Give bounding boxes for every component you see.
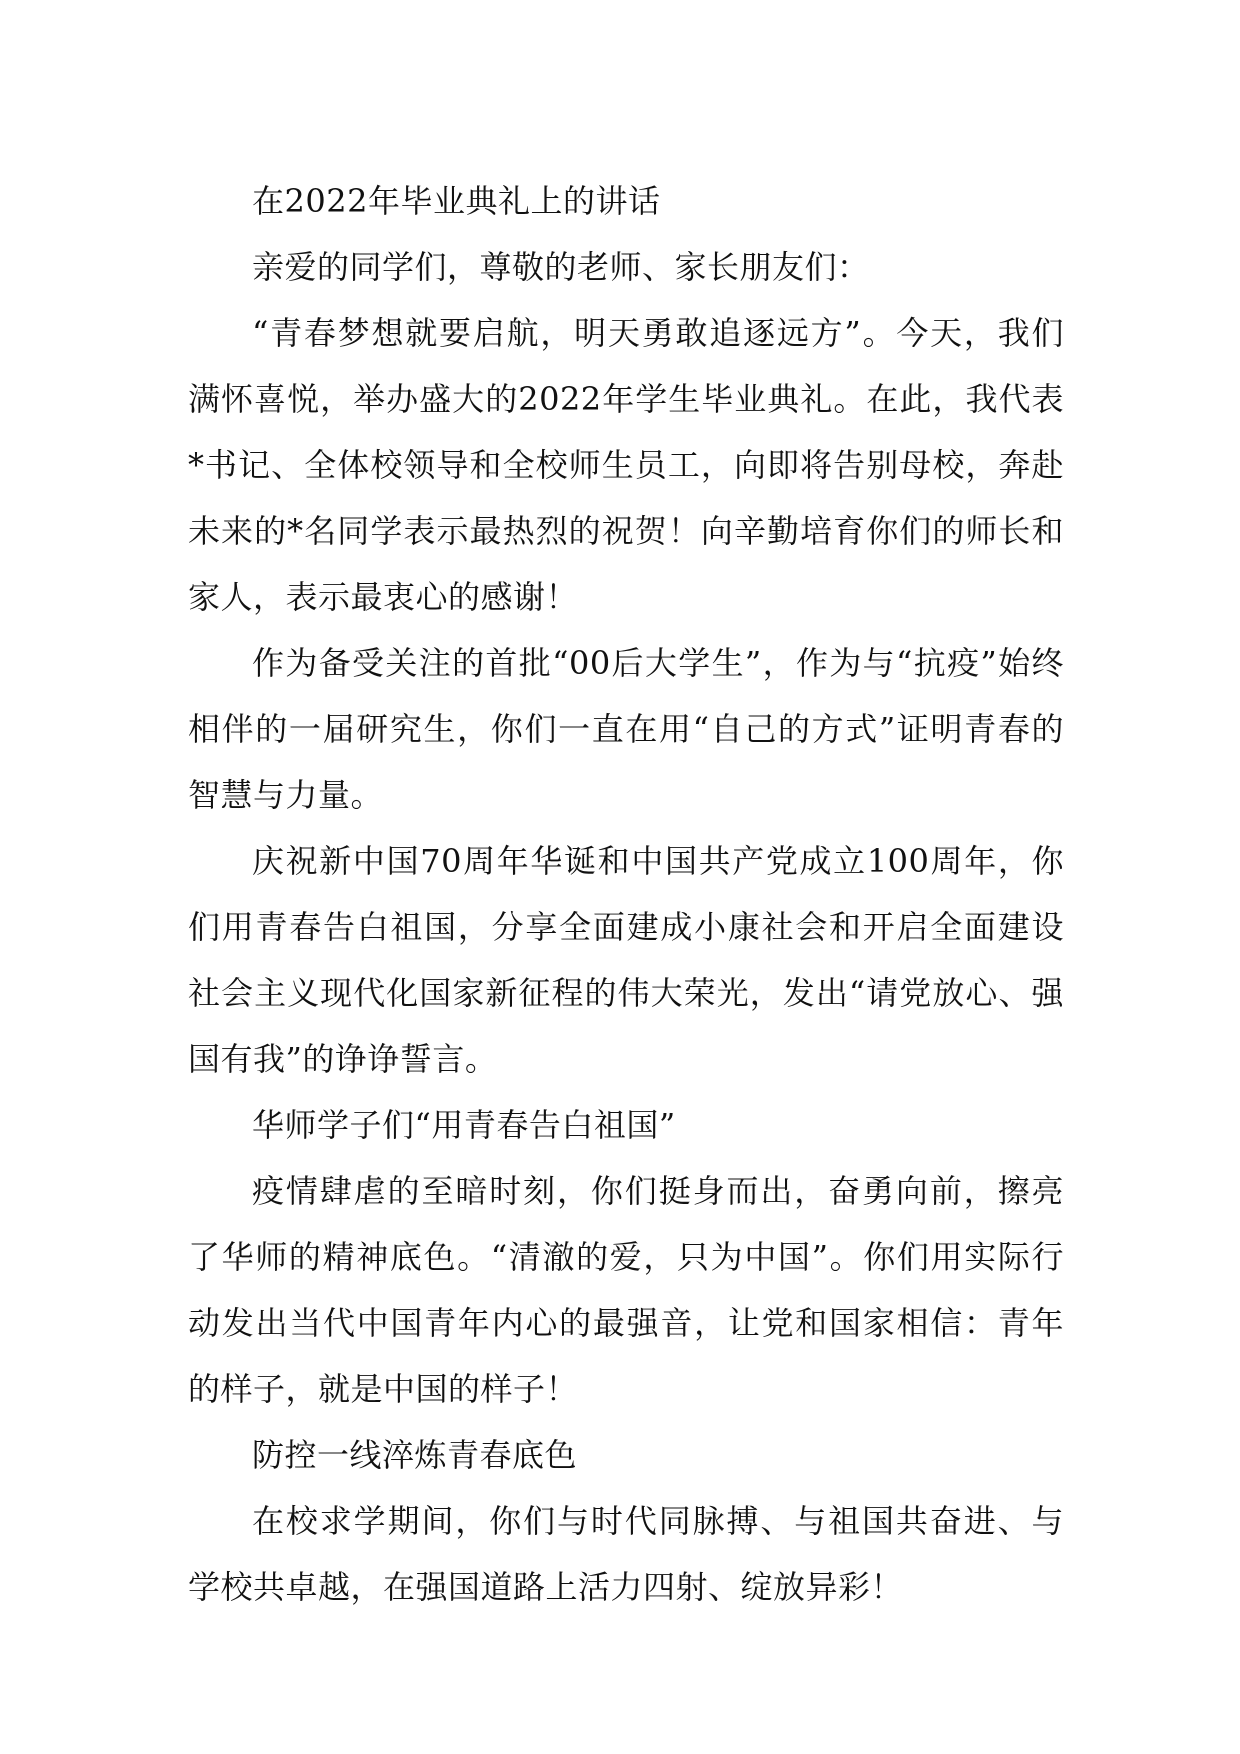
section-heading-frontline: 防控一线淬炼青春底色: [252, 1436, 578, 1474]
paragraph-opening: “青春梦想就要启航，明天勇敢追逐远方”。今天，我们满怀喜悦，举办盛大的2022年学生毕业典礼。在此，我代表*书记、全体校领导和全校师生员工，向即将告别母校，奔赴未来的*名同学表示最热烈的祝贺！向辛勤培育你们的师长和家人，表示最衷心的感谢！: [188, 314, 1064, 616]
paragraph-celebration: 庆祝新中国70周年华诞和中国共产党成立100周年，你们用青春告白祖国，分享全面建成小康社会和开启全面建设社会主义现代化国家新征程的伟大荣光，发出“请党放心、强国有我”的诤诤誓言。: [188, 842, 1064, 1078]
document-body: [188, 168, 1064, 1620]
salutation: 亲爱的同学们，尊敬的老师、家长朋友们：: [252, 248, 870, 286]
paragraph-study: 在校求学期间，你们与时代同脉搏、与祖国共奋进、与学校共卓越，在强国道路上活力四射、绽放异彩！: [188, 1502, 1064, 1606]
speech-title: 在2022年毕业典礼上的讲话: [252, 182, 661, 220]
section-heading-patriotism: 华师学子们“用青春告白祖国”: [252, 1106, 676, 1144]
paragraph-pandemic: 疫情肆虐的至暗时刻，你们挺身而出，奋勇向前，擦亮了华师的精神底色。“清澈的爱，只为中国”。你们用实际行动发出当代中国青年内心的最强音，让党和国家相信：青年的样子，就是中国的样子！: [188, 1172, 1064, 1408]
paragraph-00-generation: 作为备受关注的首批“00后大学生”，作为与“抗疫”始终相伴的一届研究生，你们一直在用“自己的方式”证明青春的智慧与力量。: [188, 644, 1064, 814]
